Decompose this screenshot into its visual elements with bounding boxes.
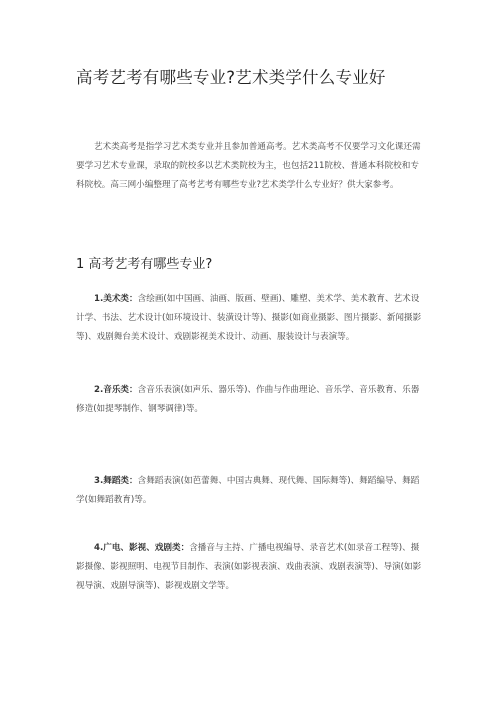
major-item-text: 含音乐表演(如声乐、器乐等)、作曲与作曲理论、音乐学、音乐教育、乐器修造(如提琴制作、钢琴调律)等。 — [76, 385, 420, 415]
major-item-label: 1.美术类： — [94, 294, 138, 304]
major-item-dance — [76, 472, 426, 510]
major-item-music — [76, 381, 426, 419]
major-item-art — [76, 290, 426, 348]
major-item-text: 含绘画(如中国画、油画、版画、壁画)、雕塑、美术学、美术教育、艺术设计学、书法、艺术设计(如环境设计、装潢设计等)、摄影(如商业摄影、图片摄影、新闻摄影等)、戏剧舞台美术设计、戏剧影视美术设计、动画、服装设计与表演等。 — [76, 294, 422, 343]
page-title: 高考艺考有哪些专业?艺术类学什么专业好 — [76, 68, 386, 87]
major-item-film-tv-drama — [76, 539, 426, 597]
intro-paragraph: 艺术类高考是指学习艺术类专业并且参加普通高考。艺术类高考不仅要学习文化课还需要学习艺术专业课，录取的院校多以艺术类院校为主，也包括211院校、普通本科院校和专科院校。高三网小编整理了高考艺考有哪些专业?艺术类学什么专业好？供大家参考。 — [76, 142, 421, 190]
section-heading: 1 高考艺考有哪些专业? — [76, 257, 213, 272]
major-item-text: 含播音与主持、广播电视编导、录音艺术(如录音工程等)、摄影摄像、影视照明、电视节目制作、表演(如影视表演、戏曲表演、戏剧表演等)、导演(如影视导演、戏剧导演等)、影视戏剧文学等。 — [76, 543, 422, 592]
major-item-label: 2.音乐类： — [94, 385, 138, 395]
major-item-label: 4.广电、影视、戏剧类： — [94, 543, 190, 553]
major-item-label: 3.舞蹈类： — [94, 476, 138, 486]
major-item-text: 含舞蹈表演(如芭蕾舞、中国古典舞、现代舞、国际舞等)、舞蹈编导、舞蹈学(如舞蹈教育)等。 — [76, 476, 420, 506]
